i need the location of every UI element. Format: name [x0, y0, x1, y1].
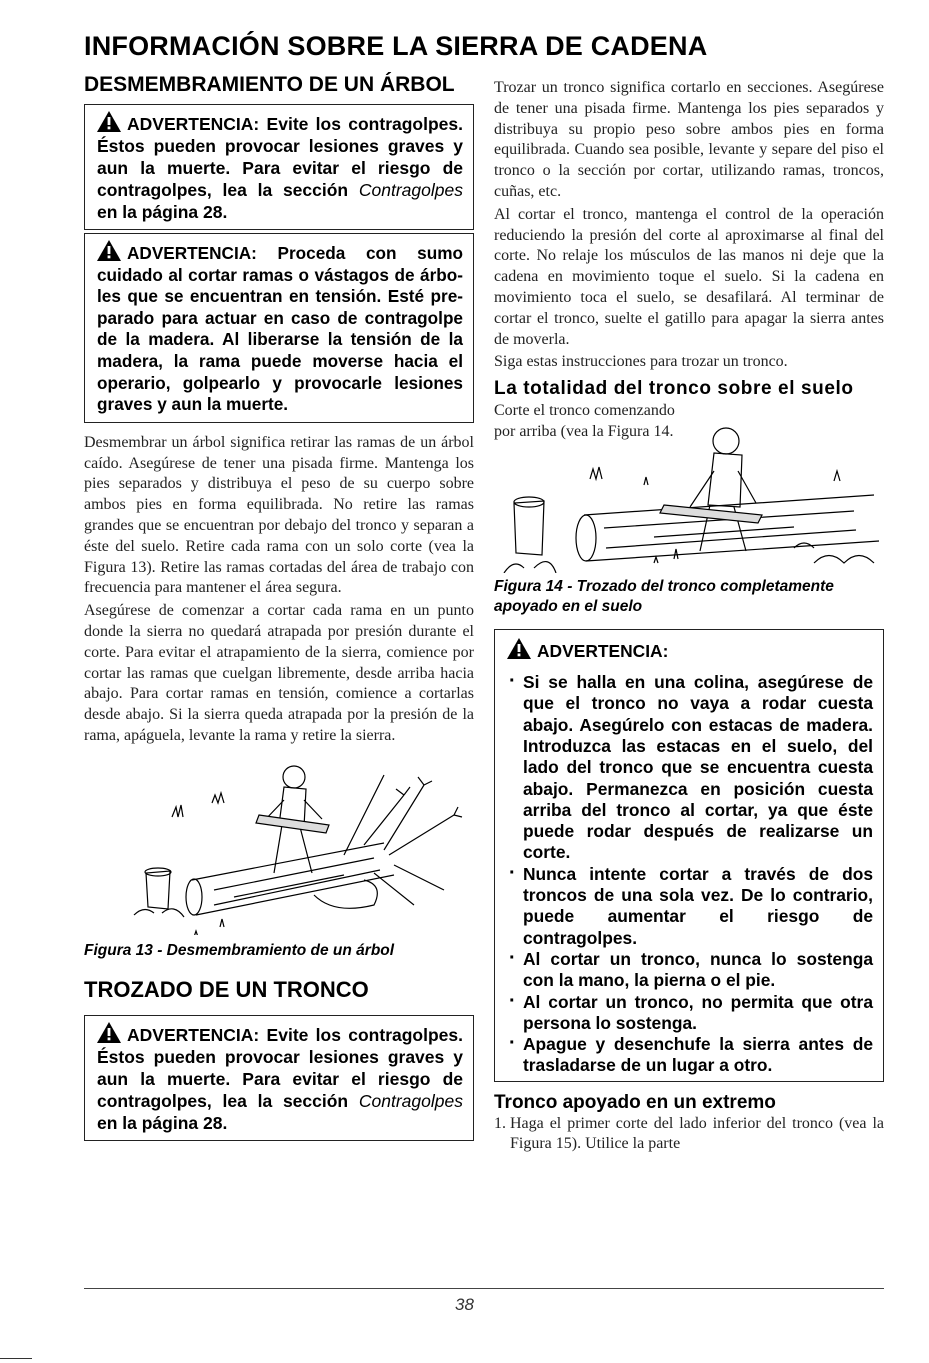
footer-divider — [84, 1288, 884, 1289]
figure-14-illustration — [494, 423, 884, 573]
warning-text-end: en la página 28. — [97, 1112, 228, 1133]
warning-triangle-icon — [97, 1022, 121, 1043]
warning-reference: Contragolpes — [358, 180, 463, 200]
warning-bullet-list — [507, 672, 873, 1077]
warning-triangle-icon — [97, 240, 121, 261]
figure-13-illustration — [84, 755, 474, 935]
warning-header — [507, 638, 873, 662]
figure-13-caption: Figura 13 - Desmembramiento de un árbol — [84, 941, 395, 959]
warning-text: Evite los contragolpes. Éstos pueden provocar lesiones graves y aun la muerte. Para evitar el riesgo de contragolpes, lea la sección — [97, 1024, 463, 1111]
section-heading-trozado: TROZADO DE UN TRONCO — [84, 976, 369, 1002]
step-text: Haga el primer corte del lado inferior del tronco (vea la Figura 15). Utilice la parte — [510, 1114, 884, 1153]
right-column — [494, 78, 884, 1155]
warning-bullet: · Apague y desenchufe la sierra antes de trasladarse de un lugar a otro. — [507, 1034, 873, 1077]
warning-bullet: · Si se halla en una colina, asegúrese de que el tronco no vaya a rodar cuesta abajo. Asegúrelo con estacas de madera. Introduzca las estacas en el suelo, del lado del tronco que se encuentra cuesta abajo. Permanezca en posición cuesta arriba del tronco al cortar, ya que éste puede rodar después de realizarse un corte. — [507, 672, 873, 864]
paragraph-instrucciones: Siga estas instrucciones para trozar un tronco. — [494, 353, 788, 371]
warning-bullet: · Al cortar un tronco, no permita que otra persona lo sostenga. — [507, 992, 873, 1035]
warning-label: ADVERTENCIA: — [127, 114, 260, 134]
section-heading-desmembramiento: DESMEMBRAMIENTO DE UN ÁRBOL — [84, 73, 455, 96]
page-number: 38 — [455, 1295, 474, 1314]
warning-label: ADVERTENCIA: — [537, 640, 669, 661]
step-number: 1. — [494, 1114, 506, 1132]
paragraph-comenzar-cortar: Asegúrese de comenzar a cortar cada rama en un punto donde la sierra no quedará atrapada por presión durante el corte. Para evitar el atrapamiento de la sierra, comience por cortar las ramas que cuelgan libremente, desde arriba hacia abajo. Para cortar ramas en tensión, comience a cortarlas desde abajo. Si la sierra queda atrapada por la presión de la rama, apáguela, levante la rama y retire la sierra. — [84, 602, 474, 744]
warning-bullet: · Al cortar un tronco, nunca lo sostenga con la mano, la pierna o el pie. — [507, 949, 873, 992]
warning-triangle-icon — [97, 111, 121, 132]
step-1 — [494, 1114, 884, 1156]
warning-bullet: · Nunca intente cortar a través de dos troncos de una sola vez. De lo contrario, puede aumentar el riesgo de contragolpes. — [507, 864, 873, 949]
corner-mark — [0, 1358, 32, 1359]
page-title: INFORMACIÓN SOBRE LA SIERRA DE CADENA — [84, 31, 708, 61]
warning-box-kickback-1 — [84, 104, 474, 230]
warning-box-kickback-2 — [84, 1015, 474, 1141]
figure-14-caption: Figura 14 - Trozado del tronco completamente apoyado en el suelo — [494, 577, 834, 615]
warning-box-tension — [84, 233, 474, 423]
warning-text-end: en la página 28. — [97, 202, 228, 222]
warning-text: Proceda con sumo cuidado al cortar ramas o vástagos de árboles que se encuentran en tensión. Esté preparado para actuar en caso de contragolpe de la madera. Al liberarse la tensión de la madera, la rama puede moverse hacia el operario, golpearlo y provocarle lesiones graves y aun la muerte. — [97, 243, 463, 415]
paragraph-corte-arriba: Corte el tronco comenzando por arriba (vea la Figura 14. — [494, 402, 675, 440]
limbing-tree-drawing — [84, 755, 474, 935]
paragraph-trozar: Trozar un tronco significa cortarlo en secciones. Asegúrese de tener una pisada firme. Mantenga los pies separados y distribuya su propio peso sobre ambos pies en forma equilibrada. Cuando sea posible, levante y separe del piso el tronco o la sección por cortar, utilizando ramas, troncos, cuñas, etc. — [494, 79, 884, 200]
warning-text: Evite los contragolpes. Éstos pueden provocar lesiones graves y aun la muerte. Para evitar el riesgo de contragolpes, lea la sección — [97, 114, 463, 200]
warning-box-buckling — [494, 629, 884, 1082]
paragraph-desmembrar: Desmembrar un árbol significa retirar las ramas de un árbol caído. Asegúrese de tener una pisada firme. Mantenga los pies separados y distribuya el peso de su cuerpo sobre ambos pies en forma equilibrada. No retire las ramas grandes que se encuentran por debajo del tronco y separan a éste del suelo. Retire cada rama con un solo corte (vea la Figura 13). Retire las ramas cortadas del área de trabajo con frecuencia para mantener el área segura. — [84, 433, 474, 597]
bucking-log-drawing — [494, 423, 884, 573]
subheading-tronco-apoyado: Tronco apoyado en un extremo — [494, 1091, 776, 1113]
paragraph-control: Al cortar el tronco, mantenga el control de la operación reduciendo la presión del corte al aproximarse al final del corte. No relaje los músculos de las manos ni deje que la cadena en movimiento toque el suelo. Si la cadena en movimiento toca el suelo, se desafilará. Al terminar de cortar el tronco, suelte el gatillo para apagar la sierra antes de moverla. — [494, 205, 884, 348]
subheading-totalidad: La totalidad del tronco sobre el suelo — [494, 378, 854, 400]
warning-label: ADVERTENCIA: — [127, 1024, 260, 1045]
warning-reference: Contragolpes — [358, 1090, 463, 1111]
warning-label: ADVERTENCIA: — [127, 243, 257, 263]
left-column — [84, 72, 474, 1141]
warning-triangle-icon — [507, 638, 531, 659]
